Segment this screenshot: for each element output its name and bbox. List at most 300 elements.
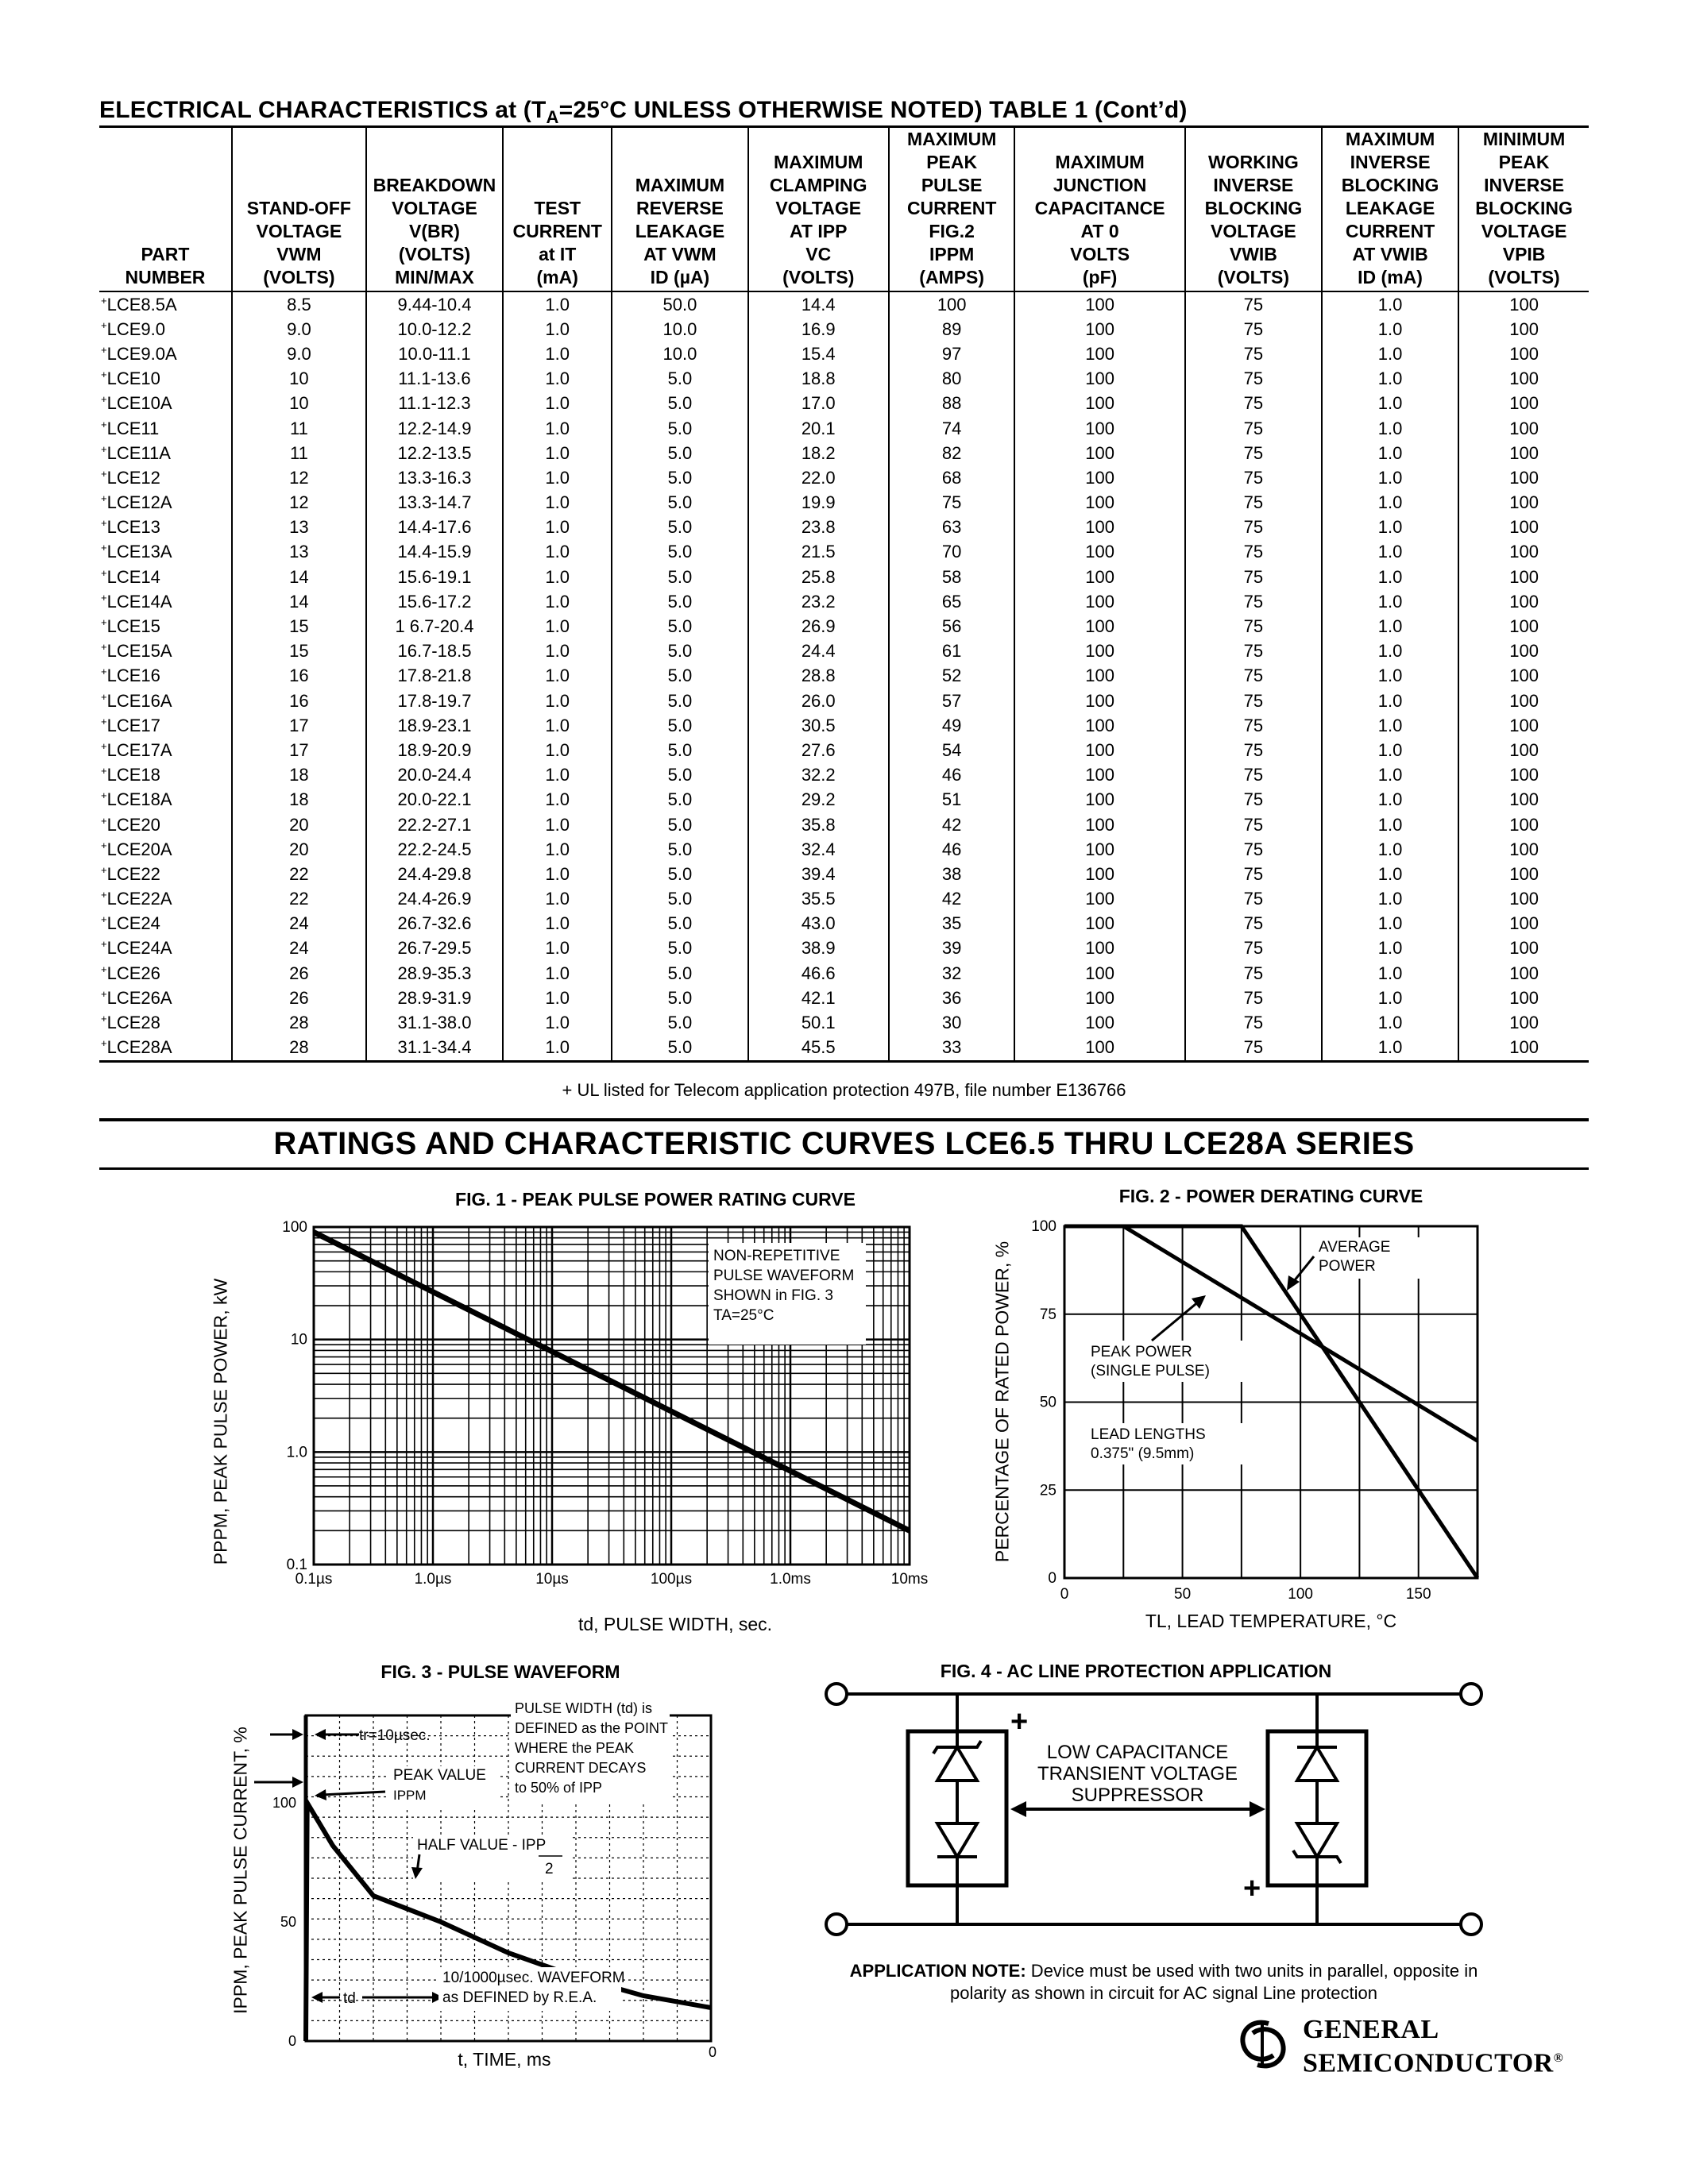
fig1-ylabel: PPPM, PEAK PULSE POWER, kW <box>210 1278 231 1565</box>
table-cell: 100 <box>1014 416 1184 441</box>
table-cell: 1.0 <box>1322 1036 1458 1062</box>
table-cell: 75 <box>1185 713 1322 738</box>
table-cell: 57 <box>889 689 1014 713</box>
table-cell: 26.7-32.6 <box>366 912 503 936</box>
table-cell: 5.0 <box>612 812 747 837</box>
table-cell: 1.0 <box>503 837 612 862</box>
table-cell: 100 <box>1014 887 1184 912</box>
table-cell: 5.0 <box>612 738 747 762</box>
table-cell: 1.0 <box>503 441 612 465</box>
part-number-cell: +LCE13A <box>101 542 172 562</box>
column-header-9: MAXIMUM INVERSE BLOCKING LEAKAGE CURRENT AT VWIB ID (mA) <box>1322 127 1458 292</box>
fig3-ytick: 0 <box>288 2033 296 2049</box>
column-header-0: PART NUMBER <box>125 244 206 287</box>
table-cell: 17.8-19.7 <box>366 689 503 713</box>
table-row <box>99 763 1589 788</box>
fig1-ytick: 100 <box>282 1219 307 1236</box>
table-cell: 1.0 <box>1322 689 1458 713</box>
fig3-pw-note-3: WHERE the PEAK <box>515 1740 635 1756</box>
fig1-title: FIG. 1 - PEAK PULSE POWER RATING CURVE <box>455 1189 856 1210</box>
table-cell: 75 <box>1185 540 1322 565</box>
table-cell: 50.1 <box>748 1010 889 1035</box>
fig3-chart <box>222 1692 739 2057</box>
table-cell: 100 <box>1014 1010 1184 1035</box>
ul-listed-mark: + <box>101 318 107 331</box>
table-row <box>99 491 1589 515</box>
table-cell: 9.0 <box>232 341 366 366</box>
table-row <box>99 912 1589 936</box>
table-cell: 1.0 <box>503 912 612 936</box>
table-cell: 1.0 <box>1322 565 1458 589</box>
table-cell: 5.0 <box>612 664 747 689</box>
table-cell: 5.0 <box>612 713 747 738</box>
fig4-terminal-bottom-right <box>1461 1914 1481 1935</box>
fig3-xlabel: t, TIME, ms <box>458 2049 551 2070</box>
table-cell: 75 <box>1185 912 1322 936</box>
table-cell: 100 <box>1458 614 1589 639</box>
table-cell: 100 <box>1014 788 1184 812</box>
table-cell: 12 <box>232 491 366 515</box>
table-cell: 25.8 <box>748 565 889 589</box>
section-rule-bottom <box>99 1167 1589 1170</box>
table-cell: 5.0 <box>612 416 747 441</box>
table-cell: 46.6 <box>748 961 889 986</box>
table-cell: 26.9 <box>748 614 889 639</box>
table-cell: 1.0 <box>503 738 612 762</box>
table-cell: 5.0 <box>612 862 747 886</box>
table-row <box>99 788 1589 812</box>
fig3-peak-arrowhead-right <box>315 1789 326 1800</box>
table-cell: 100 <box>1014 763 1184 788</box>
table-cell: 1.0 <box>1322 515 1458 540</box>
part-number-cell: +LCE14 <box>101 566 160 587</box>
table-cell: 75 <box>889 491 1014 515</box>
table-cell: 5.0 <box>612 441 747 465</box>
table-cell: 5.0 <box>612 788 747 812</box>
table-cell: 5.0 <box>612 837 747 862</box>
table-cell: 28 <box>232 1036 366 1062</box>
table-cell: 15.6-19.1 <box>366 565 503 589</box>
ul-listed-mark: + <box>101 442 107 455</box>
ul-listed-mark: + <box>101 1013 107 1025</box>
table-cell: 1.0 <box>1322 639 1458 664</box>
table-cell: 28.9-31.9 <box>366 986 503 1010</box>
table-cell: 13.3-16.3 <box>366 465 503 490</box>
fig3-peak-arrow-right <box>322 1792 385 1795</box>
table-row <box>99 367 1589 392</box>
fig4-title: FIG. 4 - AC LINE PROTECTION APPLICATION <box>940 1661 1332 1681</box>
table-cell: 100 <box>1014 565 1184 589</box>
table-cell: 1.0 <box>503 392 612 416</box>
table-cell: 75 <box>1185 837 1322 862</box>
table-cell: 18.2 <box>748 441 889 465</box>
fig4-note-line2: polarity as shown in circuit for AC signal Line protection <box>949 1983 1378 2003</box>
table-cell: 10.0-12.2 <box>366 317 503 341</box>
table-cell: 1.0 <box>503 713 612 738</box>
table-cell: 100 <box>1014 837 1184 862</box>
ul-listed-mark: + <box>101 492 107 505</box>
table-cell: 22.0 <box>748 465 889 490</box>
table-cell: 1.0 <box>503 465 612 490</box>
fig4-right-plus: + <box>1243 1872 1261 1905</box>
table-cell: 10 <box>232 392 366 416</box>
part-number-cell: +LCE12 <box>101 467 160 488</box>
ul-listed-mark: + <box>101 789 107 802</box>
ul-listed-mark: + <box>101 814 107 827</box>
table-cell: 5.0 <box>612 639 747 664</box>
fig2-peak-arrow <box>1152 1301 1199 1341</box>
fig4-note-text: Device must be used with two units in parallel, opposite in <box>1026 1961 1478 1981</box>
fig1-note-line2: PULSE WAVEFORM <box>713 1268 855 1284</box>
table-row <box>99 392 1589 416</box>
fig1-xtick: 10ms <box>890 1571 929 1588</box>
fig3-peak-label-2: IPPM <box>393 1788 427 1803</box>
table-cell: 11 <box>232 416 366 441</box>
ul-listed-mark: + <box>101 839 107 851</box>
logo-registered-mark: ® <box>1553 2051 1564 2065</box>
table-cell: 42.1 <box>748 986 889 1010</box>
table-cell: 1.0 <box>503 887 612 912</box>
ul-listed-mark: + <box>101 343 107 356</box>
table-cell: 56 <box>889 614 1014 639</box>
part-number-cell: +LCE18A <box>101 789 172 810</box>
table-cell: 5.0 <box>612 961 747 986</box>
table-cell: 5.0 <box>612 589 747 614</box>
table-cell: 31.1-38.0 <box>366 1010 503 1035</box>
table-cell: 1.0 <box>503 565 612 589</box>
fig2-title: FIG. 2 - POWER DERATING CURVE <box>1118 1186 1423 1206</box>
table-cell: 100 <box>1458 862 1589 886</box>
table-cell: 15 <box>232 614 366 639</box>
table-cell: 13 <box>232 540 366 565</box>
table-cell: 1.0 <box>1322 392 1458 416</box>
table-cell: 16 <box>232 664 366 689</box>
table-cell: 20.0-24.4 <box>366 763 503 788</box>
table-cell: 75 <box>1185 392 1322 416</box>
table-cell: 100 <box>1458 392 1589 416</box>
fig3-ylabel: IPPM, PEAK PULSE CURRENT, % <box>230 1727 251 2014</box>
table-cell: 100 <box>1458 961 1589 986</box>
table-title: ELECTRICAL CHARACTERISTICS at ($T_A=25^\circ C$ UNLESS OTHERWISE NOTED) TABLE 1 (Cont’d) <box>99 97 1188 127</box>
table-cell: 13 <box>232 515 366 540</box>
table-cell: 35 <box>889 912 1014 936</box>
table-cell: 100 <box>1014 664 1184 689</box>
table-cell: 27.6 <box>748 738 889 762</box>
table-cell: 22.2-27.1 <box>366 812 503 837</box>
part-number-cell: +LCE17A <box>101 739 172 760</box>
table-cell: 75 <box>1185 812 1322 837</box>
table-cell: 18.8 <box>748 367 889 392</box>
part-number-cell: +LCE20 <box>101 814 160 835</box>
table-cell: 12 <box>232 465 366 490</box>
table-cell: 100 <box>1458 317 1589 341</box>
ul-listed-mark: + <box>101 566 107 579</box>
fig4-device-label-1: LOW CAPACITANCE <box>1046 1742 1229 1763</box>
table-cell: 58 <box>889 565 1014 589</box>
table-cell: 18 <box>232 763 366 788</box>
ul-listed-mark: + <box>101 542 107 554</box>
table-cell: 5.0 <box>612 367 747 392</box>
ul-listed-mark: + <box>101 517 107 530</box>
table-cell: 14.4 <box>748 291 889 317</box>
table-cell: 97 <box>889 341 1014 366</box>
table-cell: 1.0 <box>503 1036 612 1062</box>
table-cell: 45.5 <box>748 1036 889 1062</box>
table-cell: 100 <box>1014 812 1184 837</box>
table-cell: 29.2 <box>748 788 889 812</box>
table-cell: 100 <box>1458 291 1589 317</box>
table-cell: 20 <box>232 837 366 862</box>
table-cell: 24.4-26.9 <box>366 887 503 912</box>
table-cell: 75 <box>1185 986 1322 1010</box>
table-cell: 75 <box>1185 763 1322 788</box>
table-cell: 10.0-11.1 <box>366 341 503 366</box>
table-cell: 22 <box>232 862 366 886</box>
table-row <box>99 614 1589 639</box>
fig3-td-arrowhead-left <box>311 1992 323 2003</box>
part-number-cell: +LCE13 <box>101 517 160 538</box>
table-cell: 5.0 <box>612 614 747 639</box>
part-number-cell: +LCE9.0 <box>101 318 165 339</box>
table-cell: 1.0 <box>503 961 612 986</box>
fig1-xtick: 1.0ms <box>770 1571 811 1588</box>
fig1-note-line3: SHOWN in FIG. 3 <box>713 1287 833 1304</box>
table-cell: 49 <box>889 713 1014 738</box>
table-cell: 1.0 <box>503 589 612 614</box>
table-cell: 1.0 <box>1322 986 1458 1010</box>
table-cell: 31.1-34.4 <box>366 1036 503 1062</box>
table-cell: 89 <box>889 317 1014 341</box>
table-cell: 16.7-18.5 <box>366 639 503 664</box>
table-cell: 24.4-29.8 <box>366 862 503 886</box>
table-cell: 1.0 <box>1322 961 1458 986</box>
table-cell: 5.0 <box>612 887 747 912</box>
table-cell: 100 <box>1014 341 1184 366</box>
table-cell: 100 <box>1014 1036 1184 1062</box>
fig1-xlabel: td, PULSE WIDTH, sec. <box>577 1614 773 1634</box>
table-row <box>99 565 1589 589</box>
table-cell: 5.0 <box>612 763 747 788</box>
fig4-left-plus: + <box>1010 1705 1029 1738</box>
ul-listed-mark: + <box>101 889 107 901</box>
table-cell: 46 <box>889 837 1014 862</box>
ul-listed-mark: + <box>101 863 107 876</box>
table-cell: 1.0 <box>1322 738 1458 762</box>
table-cell: 75 <box>1185 565 1322 589</box>
table-cell: 75 <box>1185 614 1322 639</box>
part-number-cell: +LCE10 <box>101 369 160 389</box>
table-cell: 23.8 <box>748 515 889 540</box>
table-row <box>99 936 1589 961</box>
table-cell: 65 <box>889 589 1014 614</box>
table-cell: 18.9-23.1 <box>366 713 503 738</box>
table-cell: 75 <box>1185 491 1322 515</box>
table-cell: 75 <box>1185 862 1322 886</box>
table-row <box>99 689 1589 713</box>
ul-listed-mark: + <box>101 393 107 406</box>
table-cell: 100 <box>1014 589 1184 614</box>
fig4-device-label-2: TRANSIENT VOLTAGE <box>1037 1763 1238 1785</box>
section-rule-top <box>99 1118 1589 1121</box>
table-cell: 75 <box>1185 788 1322 812</box>
column-header-5: MAXIMUM CLAMPING VOLTAGE AT IPP VC (VOLTS) <box>748 127 889 292</box>
table-cell: 100 <box>1014 515 1184 540</box>
table-cell: 17 <box>232 713 366 738</box>
fig4-application-note <box>794 1960 1533 2005</box>
table-cell: 1.0 <box>1322 367 1458 392</box>
table-cell: 14 <box>232 565 366 589</box>
fig3-half-value: HALF VALUE - IPP <box>417 1837 547 1854</box>
table-cell: 100 <box>1014 317 1184 341</box>
table-cell: 75 <box>1185 1010 1322 1035</box>
fig2-ytick: 100 <box>1031 1218 1056 1235</box>
fig1-chart <box>222 1207 937 1628</box>
table-row <box>99 713 1589 738</box>
part-number-cell: +LCE26A <box>101 987 172 1008</box>
table-cell: 14 <box>232 589 366 614</box>
column-header-4: MAXIMUM REVERSE LEAKAGE AT VWM ID (µA) <box>612 127 747 292</box>
section-title: RATINGS AND CHARACTERISTIC CURVES LCE6.5 THRU LCE28A SERIES <box>273 1126 1415 1161</box>
ul-listed-mark: + <box>101 616 107 629</box>
table-cell: 100 <box>1014 639 1184 664</box>
table-cell: 1.0 <box>1322 887 1458 912</box>
fig4-terminal-bottom-left <box>826 1914 847 1935</box>
table-row <box>99 862 1589 886</box>
table-cell: 100 <box>1014 689 1184 713</box>
fig1-xtick: 0.1µs <box>295 1571 333 1588</box>
table-cell: 26 <box>232 986 366 1010</box>
ul-listed-mark: + <box>101 690 107 703</box>
table-row <box>99 738 1589 762</box>
table-cell: 1.0 <box>503 862 612 886</box>
table-cell: 1.0 <box>1322 614 1458 639</box>
fig3-waveform-note-2: as DEFINED by R.E.A. <box>442 1989 597 2006</box>
table-row <box>99 441 1589 465</box>
table-header-row <box>99 127 1589 292</box>
fig2-xtick: 100 <box>1288 1586 1313 1603</box>
column-header-8: WORKING INVERSE BLOCKING VOLTAGE VWIB (VOLTS) <box>1185 127 1322 292</box>
table-cell: 20.0-22.1 <box>366 788 503 812</box>
fig3-pw-note-5: to 50% of IPP <box>515 1780 603 1796</box>
table-cell: 1.0 <box>503 689 612 713</box>
fig2-xlabel: TL, LEAD TEMPERATURE, °C <box>1145 1611 1397 1631</box>
table-cell: 1.0 <box>503 639 612 664</box>
ul-listed-mark: + <box>101 715 107 727</box>
table-cell: 38 <box>889 862 1014 886</box>
table-cell: 100 <box>1458 540 1589 565</box>
table-cell: 22.2-24.5 <box>366 837 503 862</box>
table-cell: 100 <box>1014 614 1184 639</box>
part-number-cell: +LCE8.5A <box>101 294 177 314</box>
table-cell: 100 <box>1458 689 1589 713</box>
fig1-note-line4: TA=25°C <box>713 1307 774 1324</box>
ul-listed-mark: + <box>101 418 107 430</box>
table-cell: 9.44-10.4 <box>366 291 503 317</box>
table-row <box>99 589 1589 614</box>
table-cell: 17.0 <box>748 392 889 416</box>
ul-footnote: + UL listed for Telecom application protection 497B, file number E136766 <box>562 1080 1126 1100</box>
table-cell: 1.0 <box>503 763 612 788</box>
fig4-arrowhead-right <box>1250 1801 1265 1817</box>
table-cell: 75 <box>1185 441 1322 465</box>
table-cell: 100 <box>1458 812 1589 837</box>
table-cell: 75 <box>1185 936 1322 961</box>
table-cell: 1.0 <box>503 1010 612 1035</box>
table-cell: 100 <box>1458 589 1589 614</box>
ul-listed-mark: + <box>101 963 107 975</box>
table-row <box>99 465 1589 490</box>
table-row <box>99 664 1589 689</box>
table-cell: 63 <box>889 515 1014 540</box>
table-cell: 100 <box>1458 912 1589 936</box>
part-number-cell: +LCE16 <box>101 666 160 686</box>
table-cell: 100 <box>1014 441 1184 465</box>
fig3-pw-note-4: CURRENT DECAYS <box>515 1760 647 1776</box>
ul-listed-mark: + <box>101 987 107 1000</box>
table-cell: 1.0 <box>503 491 612 515</box>
table-cell: 32.2 <box>748 763 889 788</box>
table-cell: 100 <box>1458 465 1589 490</box>
table-cell: 21.5 <box>748 540 889 565</box>
table-cell: 100 <box>1014 540 1184 565</box>
table-cell: 1.0 <box>1322 291 1458 317</box>
table-cell: 74 <box>889 416 1014 441</box>
table-cell: 5.0 <box>612 465 747 490</box>
table-cell: 100 <box>1458 986 1589 1010</box>
table-cell: 1.0 <box>503 664 612 689</box>
fig3-half-den: 2 <box>545 1861 554 1877</box>
table-cell: 100 <box>1458 713 1589 738</box>
table-cell: 16.9 <box>748 317 889 341</box>
table-cell: 1.0 <box>503 367 612 392</box>
table-cell: 61 <box>889 639 1014 664</box>
table-cell: 1.0 <box>503 614 612 639</box>
part-number-cell: +LCE17 <box>101 715 160 735</box>
table-cell: 100 <box>1458 416 1589 441</box>
electrical-characteristics-table <box>99 125 1589 1063</box>
table-cell: 14.4-15.9 <box>366 540 503 565</box>
table-cell: 68 <box>889 465 1014 490</box>
company-logo-text <box>1303 2016 1563 2078</box>
table-cell: 100 <box>1014 491 1184 515</box>
fig2-peak-label-2: (SINGLE PULSE) <box>1091 1363 1210 1379</box>
table-cell: 30.5 <box>748 713 889 738</box>
table-cell: 35.5 <box>748 887 889 912</box>
table-cell: 46 <box>889 763 1014 788</box>
table-cell: 75 <box>1185 664 1322 689</box>
table-cell: 28.8 <box>748 664 889 689</box>
fig3-ytick: 50 <box>280 1914 296 1930</box>
table-row <box>99 961 1589 986</box>
table-cell: 23.2 <box>748 589 889 614</box>
table-cell: 1.0 <box>503 317 612 341</box>
table-cell: 5.0 <box>612 515 747 540</box>
part-number-cell: +LCE14A <box>101 591 172 612</box>
table-cell: 100 <box>1014 465 1184 490</box>
table-cell: 1.0 <box>503 416 612 441</box>
table-cell: 32.4 <box>748 837 889 862</box>
table-cell: 1.0 <box>1322 416 1458 441</box>
table-cell: 100 <box>1458 1010 1589 1035</box>
table-cell: 75 <box>1185 515 1322 540</box>
table-cell: 100 <box>1458 887 1589 912</box>
part-number-cell: +LCE20A <box>101 839 172 859</box>
ul-listed-mark: + <box>101 765 107 778</box>
table-row <box>99 1036 1589 1062</box>
table-cell: 100 <box>1014 936 1184 961</box>
table-cell: 1.0 <box>1322 936 1458 961</box>
table-cell: 5.0 <box>612 540 747 565</box>
